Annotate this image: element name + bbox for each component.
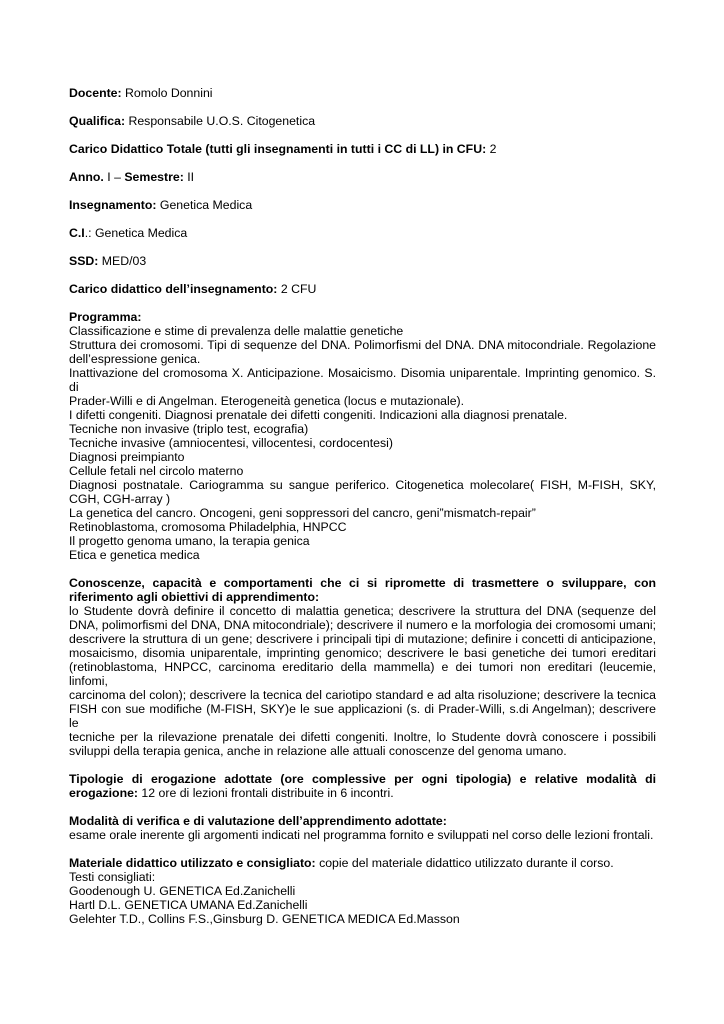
insegnamento-label: Insegnamento:: [69, 198, 157, 212]
conoscenze-line: DNA, polimorfismi del DNA, DNA mitocondriale); descrivere il numero e la morfologia dei cromosomi umani;: [69, 618, 656, 632]
insegnamento-value: Genetica Medica: [156, 198, 253, 212]
programma-line: Classificazione e stime di prevalenza delle malattie genetiche: [69, 324, 404, 338]
conoscenze-line: (retinoblastoma, HNPCC, carcinoma ereditario della mammella) e dei tumori non ereditari (leucemie, linfomi,: [69, 660, 656, 688]
conoscenze-line: mosaicismo, disomia uniparentale, imprinting genomico; descrivere le basi genetiche dei tumori ereditari: [69, 646, 656, 660]
materiale-label: Materiale didattico utilizzato e consigliato:: [69, 856, 316, 870]
qualifica-line: [69, 114, 656, 128]
materiale-line: Hartl D.L. GENETICA UMANA Ed.Zanichelli: [69, 898, 308, 912]
conoscenze-line: lo Studente dovrà definire il concetto di malattia genetica; descrivere la struttura del DNA (sequenze del: [69, 604, 656, 618]
conoscenze-line: sviluppi della terapia genica, anche in relazione alle attuali conoscenze del genoma umano.: [69, 744, 567, 758]
docente-label: Docente:: [69, 86, 122, 100]
programma-line: Tecniche non invasive (triplo test, ecografia): [69, 422, 309, 436]
qualifica-label: Qualifica:: [69, 114, 126, 128]
materiale-line: Gelehter T.D., Collins F.S.,Ginsburg D. GENETICA MEDICA Ed.Masson: [69, 912, 460, 926]
qualifica-value: Responsabile U.O.S. Citogenetica: [125, 114, 316, 128]
ssd-value: MED/03: [98, 254, 147, 268]
programma-line: Cellule fetali nel circolo materno: [69, 464, 244, 478]
anno-value: I –: [103, 170, 125, 184]
programma-line: La genetica del cancro. Oncogeni, geni soppressori del cancro, geni”mismatch-repair”: [69, 506, 536, 520]
tipologie-label: Tipologie di erogazione adottate (ore complessive per ogni tipologia) e relative modalità di: [69, 772, 656, 786]
carico-totale-label: Carico Didattico Totale (tutti gli insegnamenti in tutti i CC di LL) in CFU:: [69, 142, 487, 156]
programma-section: [69, 310, 656, 562]
verifica-label: Modalità di verifica e di valutazione dell’apprendimento adottate:: [69, 814, 447, 828]
ssd-line: [69, 254, 656, 268]
programma-line: Retinoblastoma, cromosoma Philadelphia, HNPCC: [69, 520, 347, 534]
programma-line: Diagnosi postnatale. Cariogramma su sangue periferico. Citogenetica molecolare( FISH, M-FISH, SKY,: [69, 478, 656, 492]
programma-line: CGH, CGH-array ): [69, 492, 171, 506]
carico-insegnamento-line: [69, 282, 656, 296]
course-document: [69, 86, 656, 926]
carico-totale-value: 2: [486, 142, 497, 156]
programma-line: Diagnosi preimpianto: [69, 450, 185, 464]
docente-value: Romolo Donnini: [121, 86, 213, 100]
materiale-line: Goodenough U. GENETICA Ed.Zanichelli: [69, 884, 296, 898]
programma-line: Inattivazione del cromosoma X. Anticipazione. Mosaicismo. Disomia uniparentale. Imprinting genomico. S. di: [69, 366, 656, 394]
programma-line: Tecniche invasive (amniocentesi, villocentesi, cordocentesi): [69, 436, 393, 450]
conoscenze-line: FISH con sue modifiche (M-FISH, SKY)e le sue applicazioni (s. di Prader-Willi, s.di Angelman); descrivere le: [69, 702, 656, 730]
tipologie-section: [69, 772, 656, 800]
anno-label: Anno.: [69, 170, 104, 184]
verifica-section: [69, 814, 656, 842]
programma-line: Struttura dei cromosomi. Tipi di sequenze del DNA. Polimorfismi del DNA. DNA mitocondriale. Regolazione: [69, 338, 656, 352]
materiale-section: [69, 856, 656, 926]
conoscenze-section: [69, 576, 656, 758]
carico-totale-line: [69, 142, 656, 156]
carico-insegnamento-label: Carico didattico dell’insegnamento:: [69, 282, 278, 296]
programma-label: Programma:: [69, 310, 142, 324]
ci-value: .: Genetica Medica: [84, 226, 188, 240]
tipologie-label: erogazione:: [69, 786, 139, 800]
programma-line: Etica e genetica medica: [69, 548, 200, 562]
ci-line: [69, 226, 656, 240]
anno-line: [69, 170, 656, 184]
programma-line: I difetti congeniti. Diagnosi prenatale dei difetti congeniti. Indicazioni alla diagnosi prenatale.: [69, 408, 568, 422]
materiale-line: Testi consigliati:: [69, 870, 156, 884]
insegnamento-line: [69, 198, 656, 212]
ci-label: C.I: [69, 226, 85, 240]
tipologie-value: 12 ore di lezioni frontali distribuite in 6 incontri.: [138, 786, 394, 800]
semestre-value: II: [183, 170, 195, 184]
conoscenze-line: carcinoma del colon); descrivere la tecnica del cariotipo standard e ad alta risoluzione; descrivere la tecnica: [69, 688, 656, 702]
programma-line: Il progetto genoma umano, la terapia genica: [69, 534, 310, 548]
programma-line: dell’espressione genica.: [69, 352, 201, 366]
materiale-value: copie del materiale didattico utilizzato durante il corso.: [315, 856, 614, 870]
verifica-value: esame orale inerente gli argomenti indicati nel programma fornito e sviluppati nel corso delle lezioni frontali.: [69, 828, 654, 842]
docente-line: [69, 86, 656, 100]
conoscenze-label: riferimento agli obiettivi di apprendimento:: [69, 590, 320, 604]
semestre-label: Semestre:: [124, 170, 184, 184]
carico-insegnamento-value: 2 CFU: [277, 282, 317, 296]
ssd-label: SSD:: [69, 254, 99, 268]
conoscenze-line: tecniche per la rilevazione prenatale dei difetti congeniti. Inoltre, lo Studente dovrà conoscere i possibili: [69, 730, 656, 744]
conoscenze-line: descrivere la struttura di un gene; descrivere i principali tipi di mutazione; definire i concetti di anticipazione,: [69, 632, 656, 646]
programma-line: Prader-Willi e di Angelman. Eterogeneità genetica (locus e mutazionale).: [69, 394, 465, 408]
conoscenze-label: Conoscenze, capacità e comportamenti che ci si ripromette di trasmettere o sviluppare, con: [69, 576, 656, 590]
